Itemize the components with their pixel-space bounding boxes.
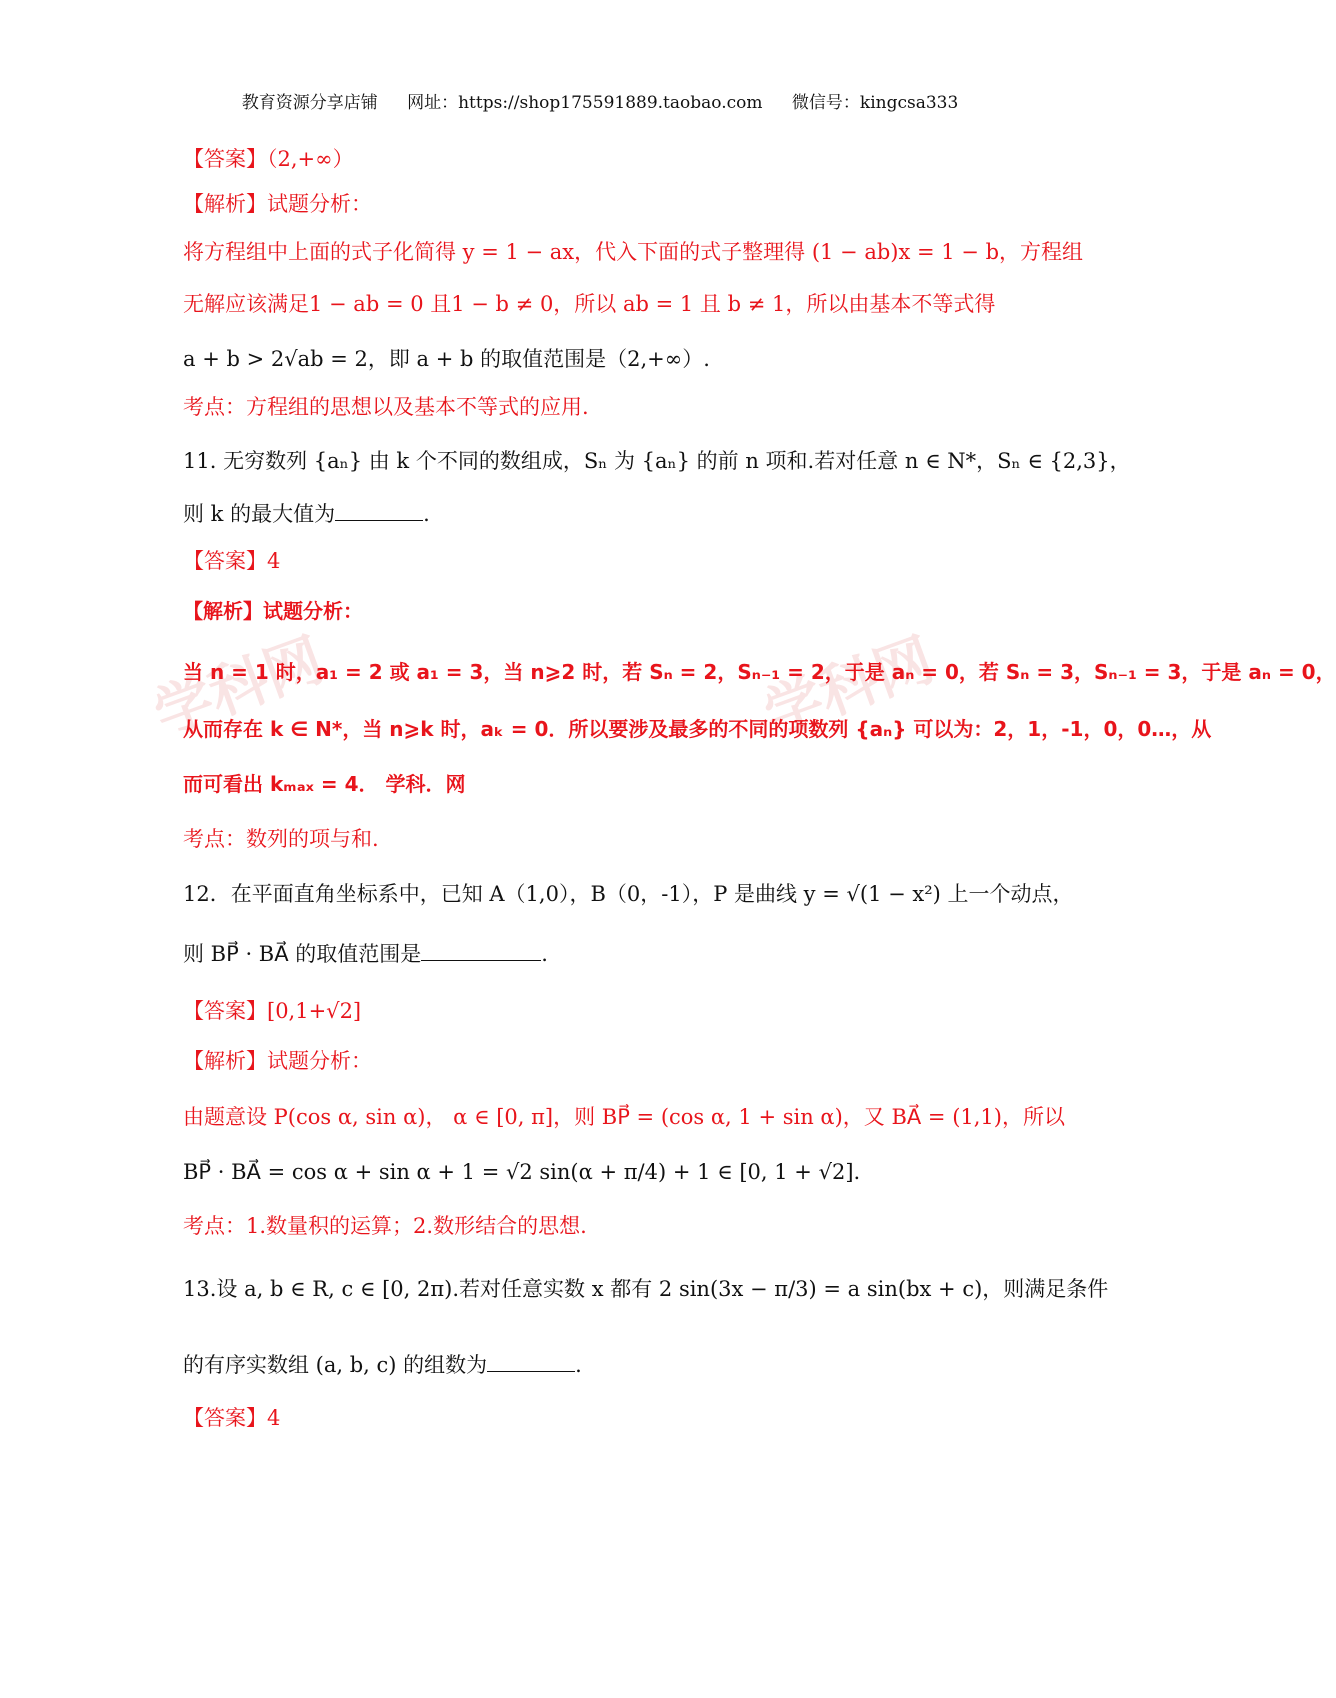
analysis-12-line1: 由题意设 P(cos α, sin α)， α ∈ [0, π]，则 BP⃗ = (cos α, 1 + sin α)，又 BA⃗ = (1,1)，所以 <box>183 1105 1065 1129</box>
watermark-right: 学科网 <box>755 624 943 749</box>
answer-11: 【答案】4 <box>183 549 281 573</box>
analysis-11-line3: 而可看出 kₘₐₓ = 4． 学科．网 <box>183 772 466 796</box>
analysis-10-heading: 【解析】试题分析： <box>183 192 372 216</box>
answer-10: 【答案】（2,+∞） <box>183 147 354 171</box>
kaodian-12: 考点：1.数量积的运算；2.数形结合的思想. <box>183 1214 587 1238</box>
answer-12-text: 【答案】[0,1+√2] <box>183 999 362 1023</box>
question-11-period: . <box>423 502 430 526</box>
analysis-11-line2: 从而存在 k ∈ N*，当 n⩾k 时，aₖ = 0．所以要涉及最多的不同的项数列 {aₙ} 可以为：2，1，-1，0，0…，从 <box>183 717 1212 741</box>
header-wechat: 微信号：kingcsa333 <box>791 93 959 113</box>
analysis-10-line2: 无解应该满足1 − ab = 0 且1 − b ≠ 0，所以 ab = 1 且 b ≠ 1，所以由基本不等式得 <box>183 292 996 316</box>
answer-blank-12 <box>421 942 541 961</box>
analysis-11-heading: 【解析】试题分析： <box>183 599 363 623</box>
question-12-text: 则 BP⃗ · BA⃗ 的取值范围是 <box>183 942 422 966</box>
kaodian-11: 考点：数列的项与和. <box>183 827 379 851</box>
question-12-period: . <box>541 942 548 966</box>
analysis-12-line2: BP⃗ · BA⃗ = cos α + sin α + 1 = √2 sin(α + π/4) + 1 ∈ [0, 1 + √2]. <box>183 1160 861 1184</box>
question-13-period: . <box>575 1353 582 1377</box>
analysis-12-heading: 【解析】试题分析： <box>183 1049 372 1073</box>
question-11-text: 则 k 的最大值为 <box>183 502 336 526</box>
question-13-line2 <box>183 1351 582 1379</box>
analysis-11-line1: 当 n = 1 时，a₁ = 2 或 a₁ = 3，当 n⩾2 时，若 Sₙ = 2，Sₙ₋₁ = 2，于是 aₙ = 0，若 Sₙ = 3，Sₙ₋₁ = 3，于是 aₙ = 0， <box>183 660 1336 684</box>
question-11-line2 <box>183 500 430 528</box>
answer-13: 【答案】4 <box>183 1406 281 1430</box>
header-shop: 教育资源分享店铺 <box>241 93 378 113</box>
answer-blank-11 <box>335 502 423 521</box>
question-12-line1: 12．在平面直角坐标系中，已知 A（1,0），B（0，-1），P 是曲线 y = √(1 − x²) 上一个动点， <box>183 882 1074 906</box>
question-12-line2 <box>183 940 548 968</box>
question-11-line1: 11. 无穷数列 {aₙ} 由 k 个不同的数组成，Sₙ 为 {aₙ} 的前 n 项和.若对任意 n ∈ N*，Sₙ ∈ {2,3}， <box>183 449 1131 473</box>
analysis-10-line1: 将方程组中上面的式子化简得 y = 1 − ax，代入下面的式子整理得 (1 − ab)x = 1 − b，方程组 <box>183 240 1084 264</box>
kaodian-10: 考点：方程组的思想以及基本不等式的应用. <box>183 395 589 419</box>
page-header <box>0 88 1200 113</box>
question-13-text: 的有序实数组 (a, b, c) 的组数为 <box>183 1353 488 1377</box>
watermark-left: 学科网 <box>145 624 333 749</box>
answer-blank-13 <box>487 1353 575 1372</box>
analysis-10-line3: a + b > 2√ab = 2，即 a + b 的取值范围是（2,+∞）. <box>183 347 710 371</box>
answer-12 <box>183 997 361 1025</box>
header-site: 网址：https://shop175591889.taobao.com <box>407 93 763 113</box>
question-13-line1: 13.设 a, b ∈ R, c ∈ [0, 2π).若对任意实数 x 都有 2 sin(3x − π/3) = a sin(bx + c)，则满足条件 <box>183 1277 1109 1301</box>
